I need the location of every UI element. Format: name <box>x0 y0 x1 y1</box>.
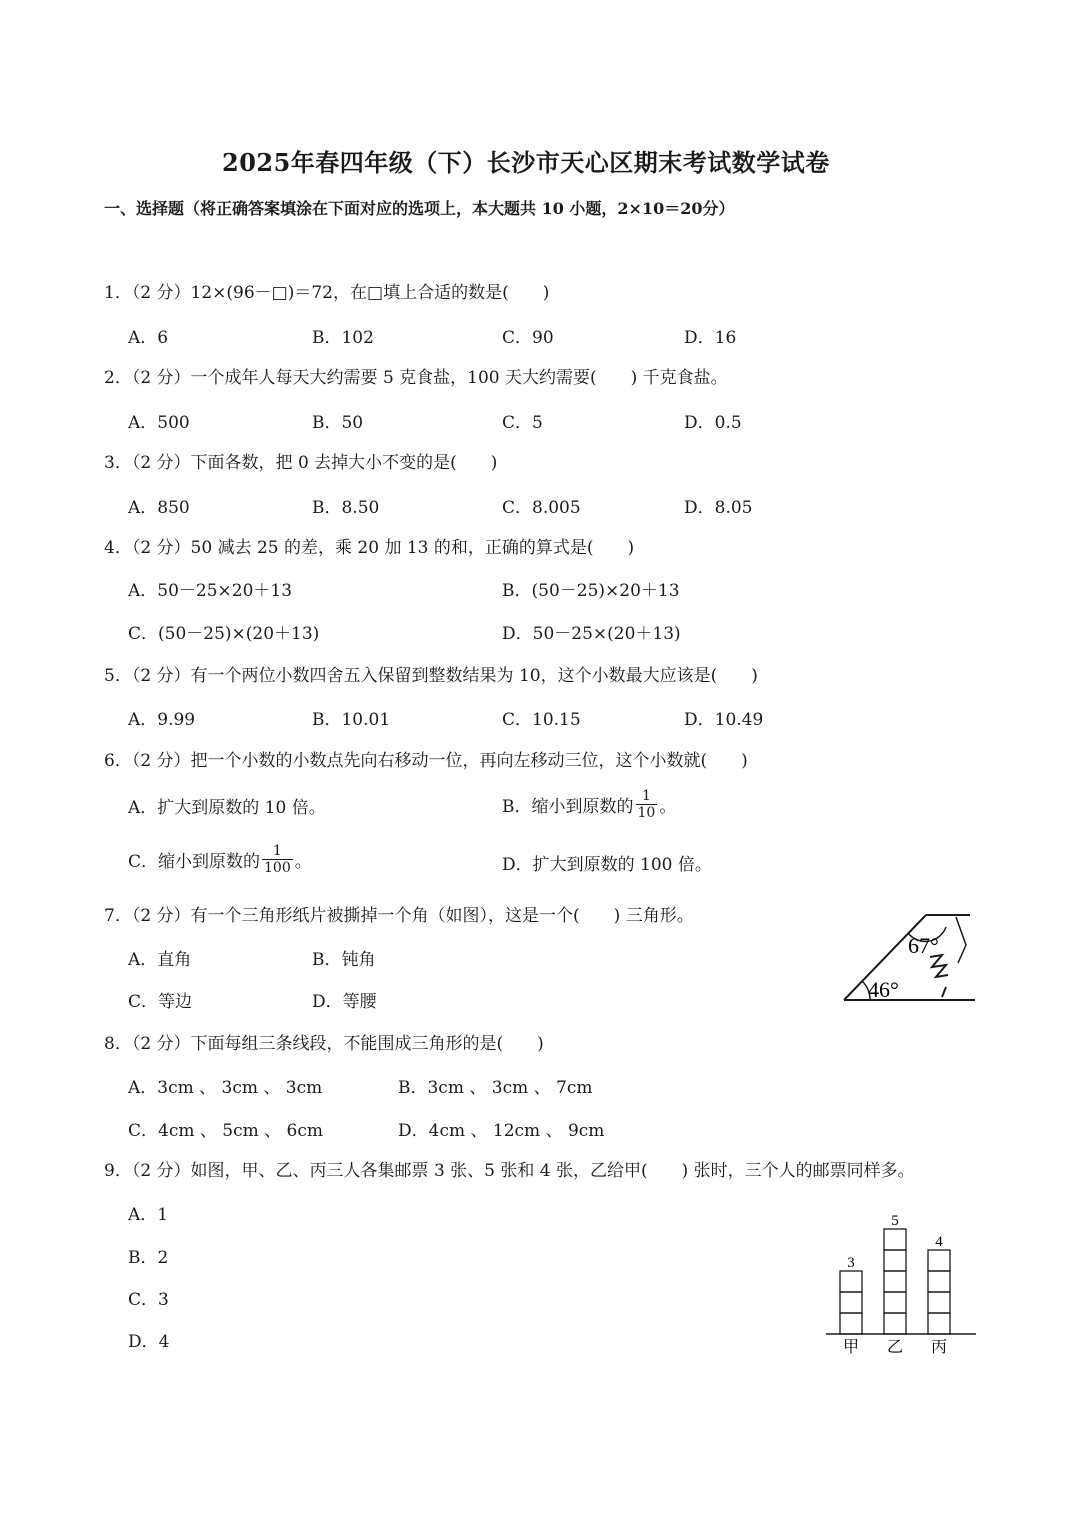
stamp-box <box>884 1271 906 1292</box>
stamp-box <box>840 1313 862 1334</box>
q9-option-b[interactable]: B．2 <box>128 1248 169 1268</box>
question-8: 8．（2 分）下面每组三条线段，不能围成三角形的是( ) <box>104 1034 544 1054</box>
stamp-box <box>928 1271 950 1292</box>
angle-67-label: 67° <box>908 933 939 958</box>
q8-option-a[interactable]: A．3cm 、 3cm 、 3cm <box>128 1078 323 1098</box>
q3-option-c[interactable]: C．8.005 <box>502 498 581 518</box>
q7-option-c[interactable]: C．等边 <box>128 992 193 1012</box>
q6-option-c[interactable] <box>128 843 312 876</box>
stamp-box <box>840 1292 862 1313</box>
q1-option-c[interactable]: C．90 <box>502 328 554 348</box>
q4-option-b[interactable]: B．(50－25)×20＋13 <box>502 581 680 601</box>
q9-option-c[interactable]: C．3 <box>128 1290 169 1310</box>
q1-option-b[interactable]: B．102 <box>312 328 374 348</box>
q9-option-a[interactable]: A．1 <box>128 1205 169 1225</box>
question-4: 4．（2 分）50 减去 25 的差，乘 20 加 13 的和，正确的算式是( ) <box>104 538 635 558</box>
q6-option-a[interactable]: A．扩大到原数的 10 倍。 <box>128 798 326 818</box>
fraction-denominator: 100 <box>264 860 291 876</box>
fraction-one-hundredth <box>262 843 293 876</box>
q5-option-b[interactable]: B．10.01 <box>312 710 391 730</box>
q1-option-d[interactable]: D．16 <box>684 328 737 348</box>
q6-period: 。 <box>659 797 677 817</box>
section-heading: 一、选择题（将正确答案填涂在下面对应的选项上，本大题共 10 小题，2×10＝20分） <box>104 199 735 218</box>
bar-value-label: 5 <box>891 1213 899 1229</box>
stamp-stack-chart <box>820 1200 980 1360</box>
q6-period: 。 <box>294 852 312 872</box>
question-5: 5．（2 分）有一个两位小数四舍五入保留到整数结果为 10，这个小数最大应该是( ) <box>104 666 758 686</box>
fraction-denominator: 10 <box>637 805 656 821</box>
question-2: 2．（2 分）一个成年人每天大约需要 5 克食盐，100 天大约需要( ) 千克食盐。 <box>104 368 728 388</box>
stamp-box <box>928 1313 950 1334</box>
bar-value-label: 3 <box>847 1255 855 1271</box>
page-title: 2025年春四年级（下）长沙市天心区期末考试数学试卷 <box>222 148 830 177</box>
q2-option-a[interactable]: A．500 <box>128 413 190 433</box>
bar-value-label: 4 <box>935 1234 943 1250</box>
q2-option-b[interactable]: B．50 <box>312 413 364 433</box>
question-9: 9．（2 分）如图，甲、乙、丙三人各集邮票 3 张、5 张和 4 张，乙给甲( ) 张时，三个人的邮票同样多。 <box>104 1161 915 1181</box>
q6-option-c-text: C．缩小到原数的 <box>128 852 261 872</box>
q8-option-b[interactable]: B．3cm 、 3cm 、 7cm <box>398 1078 593 1098</box>
category-label: 甲 <box>842 1339 860 1356</box>
fraction-numerator: 1 <box>636 788 658 805</box>
stamp-box <box>840 1271 862 1292</box>
q5-option-d[interactable]: D．10.49 <box>684 710 764 730</box>
q6-option-b[interactable] <box>502 788 676 821</box>
question-7: 7．（2 分）有一个三角形纸片被撕掉一个角（如图），这是一个( ) 三角形。 <box>104 906 694 926</box>
q5-option-c[interactable]: C．10.15 <box>502 710 581 730</box>
q3-option-d[interactable]: D．8.05 <box>684 498 753 518</box>
q5-option-a[interactable]: A．9.99 <box>128 710 196 730</box>
stamp-box <box>884 1292 906 1313</box>
q3-option-a[interactable]: A．850 <box>128 498 190 518</box>
stamp-box <box>928 1292 950 1313</box>
category-label: 乙 <box>886 1339 904 1356</box>
q8-option-c[interactable]: C．4cm 、 5cm 、 6cm <box>128 1121 323 1141</box>
q8-option-d[interactable]: D．4cm 、 12cm 、 9cm <box>398 1121 605 1141</box>
q2-option-c[interactable]: C．5 <box>502 413 543 433</box>
stamp-box <box>928 1250 950 1271</box>
q3-option-b[interactable]: B．8.50 <box>312 498 380 518</box>
stamp-box <box>884 1250 906 1271</box>
angle-46-label: 46° <box>868 977 899 1002</box>
fraction-numerator: 1 <box>262 843 293 860</box>
q6-option-b-text: B．缩小到原数的 <box>502 797 634 817</box>
question-1: 1．（2 分）12×(96－□)＝72，在□填上合适的数是( ) <box>104 283 550 303</box>
question-6: 6．（2 分）把一个小数的小数点先向右移动一位，再向左移动三位，这个小数就( ) <box>104 751 748 771</box>
q7-option-b[interactable]: B．钝角 <box>312 950 376 970</box>
category-label: 丙 <box>930 1339 948 1356</box>
stamp-box <box>884 1313 906 1334</box>
stamp-box <box>884 1229 906 1250</box>
q4-option-d[interactable]: D．50－25×(20＋13) <box>502 624 681 644</box>
q4-option-a[interactable]: A．50－25×20＋13 <box>128 581 293 601</box>
q7-option-d[interactable]: D．等腰 <box>312 992 377 1012</box>
torn-triangle-figure <box>838 905 980 1007</box>
fraction-one-tenth <box>636 788 658 821</box>
q1-option-a[interactable]: A．6 <box>128 328 169 348</box>
question-3: 3．（2 分）下面各数，把 0 去掉大小不变的是( ) <box>104 453 498 473</box>
q9-option-d[interactable]: D．4 <box>128 1332 170 1352</box>
q7-option-a[interactable]: A．直角 <box>128 950 192 970</box>
q6-option-d[interactable]: D．扩大到原数的 100 倍。 <box>502 855 712 875</box>
q2-option-d[interactable]: D．0.5 <box>684 413 742 433</box>
q4-option-c[interactable]: C．(50－25)×(20＋13) <box>128 624 320 644</box>
